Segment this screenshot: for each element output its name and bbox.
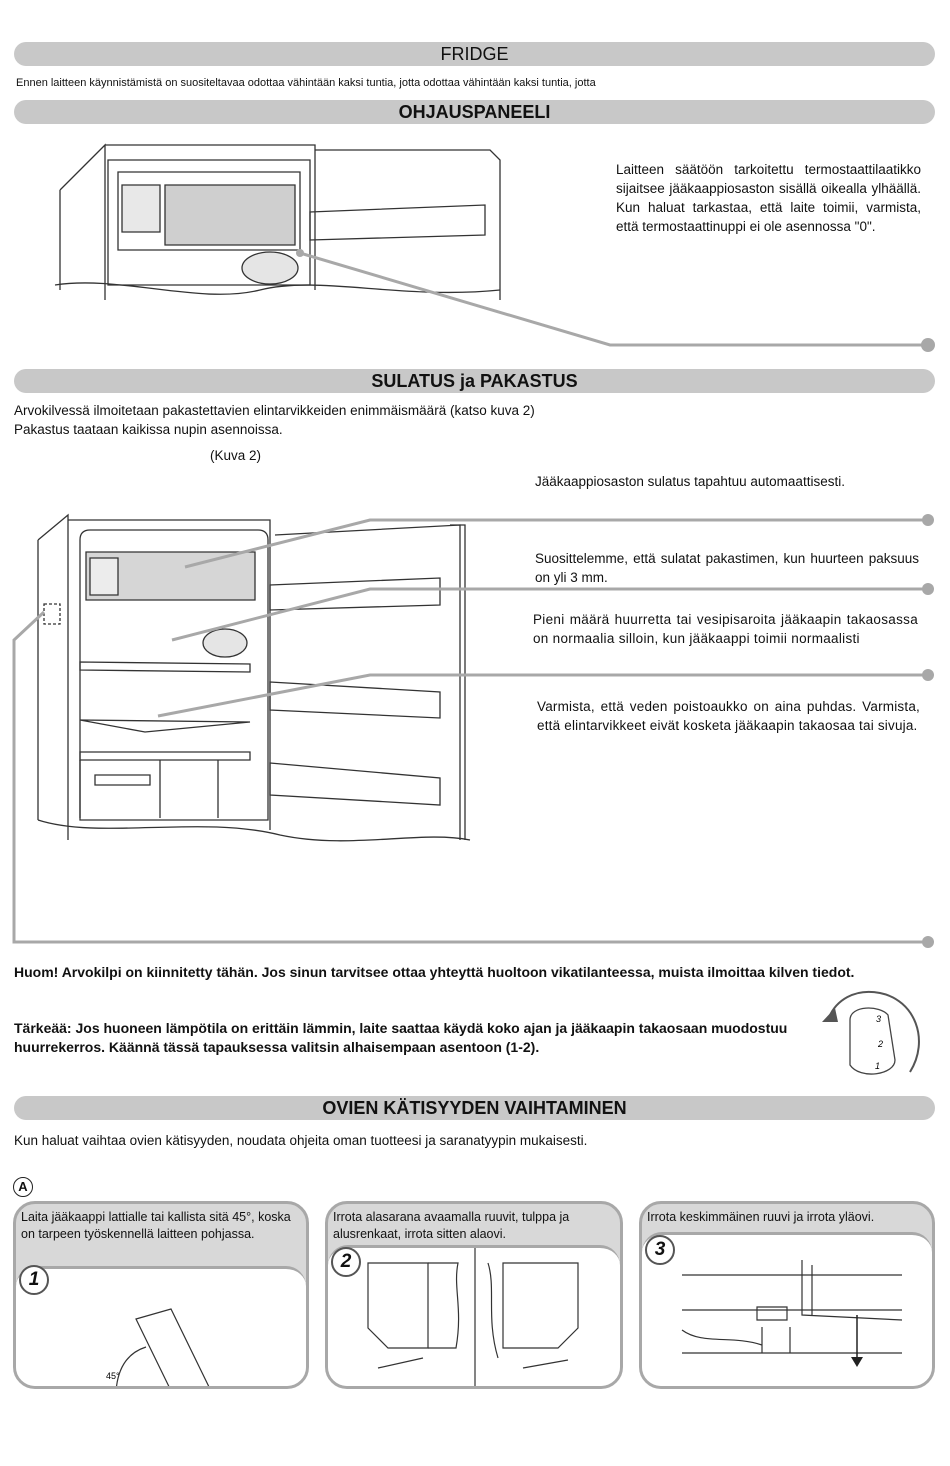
intro-text: Ennen laitteen käynnistämistä on suositeltavaa odottaa vähintään kaksi tuntia, jotta odottaa vähintään kaksi tuntia, jotta	[16, 77, 596, 89]
angle-label: 45°	[106, 1371, 120, 1381]
figure-label: (Kuva 2)	[210, 448, 262, 463]
defrost-title: SULATUS ja PAKASTUS	[371, 371, 578, 391]
step-2-text: Irrota alasarana avaamalla ruuvit, tulppa ja alusrenkaat, irrota sitten alaovi.	[333, 1210, 570, 1241]
temperature-warning: Tärkeää: Jos huoneen lämpötila on erittäin lämmin, laite saattaa käydä koko ajan ja jääkaapin takaosaan muodostuu huurrekerros. Käännä tässä tapauksessa valitsin alhaisempaan asentoon (1-2).	[14, 1020, 788, 1055]
control-panel-title: OHJAUSPANEELI	[398, 102, 551, 122]
dial-mark-2: 2	[878, 1039, 884, 1049]
control-panel-text: Laitteen säätöön tarkoitettu termostaattilaatikko sijaitsee jääkaappiosaston sisällä oikealla ylhäällä. Kun haluat tarkastaa, että laite toimii, varmista, että termostaattinuppi ei ole asennossa "0".	[616, 162, 921, 234]
step-3-illustration	[642, 1232, 932, 1386]
step-3-text: Irrota keskimmäinen ruuvi ja irrota yläovi.	[647, 1210, 875, 1224]
door-reversal-title-bar	[14, 1096, 935, 1120]
step-2-panel	[325, 1201, 623, 1389]
defrost-note-2: Suosittelemme, että sulatat pakastimen, kun huurteen paksuus on yli 3 mm.	[535, 551, 919, 585]
step-1-number: 1	[19, 1265, 49, 1295]
step-1-text: Laita jääkaappi lattialle tai kallista sitä 45°, koska on tarpeen työskennellä laitteen pohjassa.	[21, 1210, 291, 1241]
door-reversal-title: OVIEN KÄTISYYDEN VAIHTAMINEN	[322, 1098, 627, 1118]
door-reversal-intro: Kun haluat vaihtaa ovien kätisyyden, noudata ohjeita oman tuotteesi ja saranatyypin mukaisesti.	[14, 1133, 588, 1148]
defrost-note-4: Varmista, että veden poistoaukko on aina puhdas. Varmista, että elintarvikkeet eivät kosketa jääkaapin takaosaa tai sivuja.	[537, 699, 920, 733]
rating-plate-warning: Huom! Arvokilpi on kiinnitetty tähän. Jos sinun tarvitsee ottaa yhteyttä huoltoon vikatilanteessa, muista ilmoittaa kilven tiedot.	[14, 964, 855, 980]
dial-mark-1: 1	[875, 1061, 881, 1071]
step-1-illustration	[16, 1266, 306, 1386]
defrost-note-1: Jääkaappiosaston sulatus tapahtuu automaattisesti.	[535, 474, 845, 489]
defrost-note-3: Pieni määrä huurretta tai vesipisaroita jääkaapin takaosassa on normaalia silloin, kun jääkaappi toimii normaalisti	[533, 612, 918, 646]
step-3-panel	[639, 1201, 935, 1389]
defrost-line1: Arvokilvessä ilmoitetaan pakastettavien elintarvikkeiden enimmäismäärä (katso kuva 2)	[14, 403, 535, 418]
step-3-number: 3	[645, 1235, 675, 1265]
section-a-marker: A	[13, 1177, 33, 1197]
step-2-illustration	[328, 1245, 620, 1386]
defrost-line2: Pakastus taataan kaikissa nupin asennoissa.	[14, 422, 283, 437]
fridge-title: FRIDGE	[440, 44, 509, 64]
dial-mark-3: 3	[876, 1014, 882, 1024]
step-2-number: 2	[331, 1247, 361, 1277]
step-1-panel	[13, 1201, 309, 1389]
